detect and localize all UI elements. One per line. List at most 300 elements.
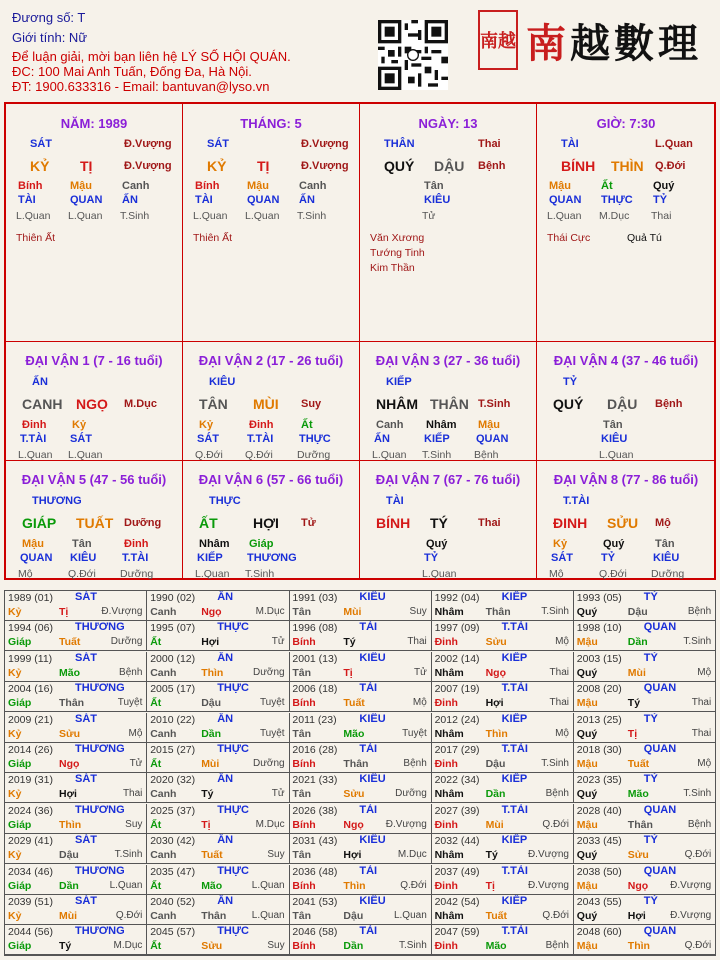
luck-branch: TUẤT bbox=[76, 515, 114, 531]
year-branch: Hợi bbox=[343, 849, 362, 862]
luck-stem: QUÝ bbox=[553, 396, 584, 412]
year-label: 2014 (26) bbox=[8, 744, 53, 756]
year-label: 2024 (36) bbox=[8, 804, 53, 817]
hidden-stem: Nhâm bbox=[426, 419, 457, 431]
luck-god: THỰC bbox=[209, 495, 241, 507]
year-stage: Đ.Vượng bbox=[101, 606, 143, 617]
year-god: QUAN bbox=[643, 925, 677, 938]
year-stem: Nhâm bbox=[434, 666, 464, 679]
luck-stem: ẤT bbox=[199, 515, 218, 531]
year-stage: Bệnh bbox=[119, 666, 143, 678]
year-branch: Dần bbox=[627, 636, 648, 649]
hidden-stem: Canh bbox=[299, 180, 327, 192]
earthly-branch: THÌN bbox=[611, 158, 644, 174]
year-cell bbox=[289, 652, 431, 682]
luck-title: ĐẠI VẬN 5 (47 - 56 tuổi) bbox=[21, 472, 167, 487]
year-cell bbox=[289, 743, 431, 773]
year-cell bbox=[574, 834, 716, 864]
hidden-stem: Giáp bbox=[249, 538, 274, 550]
brand-logo bbox=[526, 12, 702, 69]
year-stem: Bính bbox=[292, 940, 316, 953]
year-stage: Tuyệt bbox=[259, 727, 285, 739]
year-cell bbox=[289, 591, 431, 621]
luck-branch-state: Suy bbox=[301, 398, 322, 410]
luck-cell-7 bbox=[537, 461, 716, 580]
year-label: 2028 (40) bbox=[576, 804, 622, 817]
pillar-title: GIỜ: 7:30 bbox=[596, 116, 656, 131]
luck-branch-state: M.Dục bbox=[124, 398, 157, 410]
year-stem: Ất bbox=[150, 879, 162, 892]
year-god: THƯƠNG bbox=[75, 925, 125, 938]
year-stem: Bính bbox=[292, 879, 316, 892]
year-stem: Đinh bbox=[434, 818, 458, 831]
year-god: SÁT bbox=[75, 651, 97, 664]
hidden-stem: Canh bbox=[122, 180, 150, 192]
year-stem: Mậu bbox=[576, 818, 598, 831]
year-god: TÀI bbox=[359, 803, 378, 816]
life-stage: Q.Đới bbox=[245, 449, 273, 461]
hidden-stem: Quý bbox=[426, 538, 448, 550]
special-star-right: Quả Tú bbox=[627, 232, 662, 244]
year-god: T.TÀI bbox=[501, 621, 528, 634]
year-stem: Canh bbox=[150, 606, 177, 618]
luck-branch-state: Tử bbox=[301, 517, 316, 529]
year-cell bbox=[574, 621, 716, 651]
year-stage: L.Quan bbox=[393, 910, 427, 921]
year-label: 2033 (45) bbox=[576, 835, 622, 848]
year-cell bbox=[147, 621, 289, 651]
year-god: KIÊU bbox=[359, 895, 386, 907]
year-god: THỰC bbox=[217, 682, 249, 695]
year-branch: Tuất bbox=[627, 758, 650, 770]
gender: Giới tính: Nữ bbox=[12, 30, 88, 45]
year-god: ẤN bbox=[217, 591, 234, 603]
hidden-god: T.TÀI bbox=[20, 433, 47, 445]
year-stage: Đ.Vượng bbox=[385, 818, 427, 830]
year-god: THƯƠNG bbox=[75, 682, 125, 695]
year-label: 2031 (43) bbox=[292, 835, 338, 848]
hidden-stem: Bính bbox=[18, 180, 43, 192]
year-stem: Đinh bbox=[434, 636, 458, 649]
year-stem: Ất bbox=[150, 636, 162, 649]
luck-branch-state: Bệnh bbox=[655, 398, 683, 410]
year-branch: Dần bbox=[201, 727, 222, 740]
year-stem: Mậu bbox=[576, 940, 598, 953]
year-god: THỰC bbox=[217, 925, 249, 938]
heavenly-stem: BÍNH bbox=[561, 158, 596, 174]
year-label: 2045 (57) bbox=[150, 926, 196, 939]
pillar-god-state: L.Quan bbox=[655, 138, 693, 150]
year-cell bbox=[432, 895, 574, 925]
pillar-title: NGÀY: 13 bbox=[418, 116, 478, 131]
year-stem: Bính bbox=[292, 636, 316, 649]
year-branch: Mão bbox=[485, 940, 507, 953]
luck-god: ẤN bbox=[32, 376, 48, 388]
year-cell bbox=[574, 713, 716, 743]
year-stage: M.Dục bbox=[113, 940, 143, 952]
year-label: 2015 (27) bbox=[150, 744, 196, 756]
year-stem: Mậu bbox=[576, 879, 598, 892]
hidden-stem: Tân bbox=[424, 180, 444, 192]
luck-stem: ĐINH bbox=[553, 515, 588, 531]
year-stage: L.Quan bbox=[251, 910, 285, 921]
year-stage: Thai bbox=[691, 697, 712, 709]
year-stage: Q.Đới bbox=[684, 849, 712, 861]
year-label: 2037 (49) bbox=[434, 865, 480, 878]
year-branch: Mùi bbox=[485, 818, 504, 831]
year-branch: Dậu bbox=[201, 697, 222, 710]
year-stem: Đinh bbox=[434, 879, 458, 892]
year-stage: Dưỡng bbox=[110, 636, 143, 648]
life-stage: L.Quan bbox=[245, 210, 280, 222]
year-label: 2039 (51) bbox=[8, 896, 53, 908]
year-label: 2047 (59) bbox=[434, 926, 480, 939]
branch-state: Q.Đới bbox=[655, 160, 686, 172]
year-stage: T.Sinh bbox=[114, 849, 143, 861]
year-label: 2010 (22) bbox=[150, 713, 196, 726]
hidden-god: TÀI bbox=[195, 194, 213, 206]
heavenly-stem: KỶ bbox=[207, 158, 227, 174]
life-stage: Bệnh bbox=[474, 449, 499, 461]
year-branch: Sửu bbox=[59, 727, 81, 740]
year-stem: Tân bbox=[292, 849, 312, 862]
year-branch: Ngọ bbox=[627, 879, 649, 892]
special-star: Tướng Tinh bbox=[370, 247, 425, 259]
pillar-god-state: Thai bbox=[478, 138, 501, 150]
year-cell bbox=[289, 895, 431, 925]
luck-branch: DẬU bbox=[607, 396, 638, 412]
life-stage: Q.Đới bbox=[599, 568, 627, 580]
year-stage: Mộ bbox=[555, 727, 569, 739]
year-label: 2000 (12) bbox=[150, 652, 196, 665]
luck-title: ĐẠI VẬN 6 (57 - 66 tuổi) bbox=[198, 472, 344, 487]
special-star: Thái Cực bbox=[547, 232, 591, 244]
year-branch: Hợi bbox=[627, 910, 646, 922]
hidden-stem: Quý bbox=[653, 180, 675, 192]
year-label: 2011 (23) bbox=[292, 713, 337, 726]
year-cell bbox=[147, 652, 289, 682]
hidden-god: TỶ bbox=[424, 552, 439, 564]
subject-name: Đương số: T bbox=[12, 10, 86, 25]
year-cell bbox=[574, 682, 716, 712]
year-label: 1992 (04) bbox=[434, 592, 480, 604]
year-branch: Tị bbox=[627, 727, 638, 740]
year-stem: Quý bbox=[576, 666, 598, 679]
year-branch: Sửu bbox=[201, 940, 223, 953]
qr-code-icon[interactable] bbox=[378, 20, 448, 90]
year-stem: Đinh bbox=[434, 940, 458, 953]
year-branch: Thìn bbox=[201, 666, 224, 679]
year-god: SÁT bbox=[75, 895, 97, 907]
year-branch: Thìn bbox=[343, 879, 366, 892]
pillar-god: THÂN bbox=[384, 138, 415, 150]
year-cell bbox=[5, 773, 147, 803]
year-stage: Tuyệt bbox=[402, 727, 427, 739]
hidden-god: TÀI bbox=[18, 194, 36, 206]
year-god: QUAN bbox=[643, 743, 677, 755]
pillar-god: SÁT bbox=[30, 138, 52, 150]
year-stage: Bệnh bbox=[687, 606, 712, 617]
hidden-god: ẤN bbox=[299, 194, 315, 206]
year-cell bbox=[147, 682, 289, 712]
year-stem: Ất bbox=[150, 758, 162, 770]
year-label: 1998 (10) bbox=[576, 622, 622, 635]
year-cell bbox=[432, 713, 574, 743]
year-stem: Nhâm bbox=[434, 606, 464, 618]
year-label: 1994 (06) bbox=[8, 622, 53, 635]
year-label: 2002 (14) bbox=[434, 652, 480, 665]
year-stage: Dưỡng bbox=[252, 666, 285, 678]
year-label: 2008 (20) bbox=[576, 683, 622, 696]
year-cell bbox=[5, 682, 147, 712]
year-label: 2032 (44) bbox=[434, 835, 480, 848]
year-stage: T.Sinh bbox=[398, 940, 427, 952]
year-god: QUAN bbox=[643, 621, 677, 634]
year-branch: Hợi bbox=[59, 788, 77, 801]
luck-god: TỶ bbox=[563, 376, 578, 388]
year-stage: M.Dục bbox=[255, 818, 285, 830]
year-stem: Mậu bbox=[576, 758, 598, 770]
year-stage: M.Dục bbox=[397, 849, 427, 861]
year-god: TỶ bbox=[643, 834, 658, 847]
year-stage: Tử bbox=[129, 758, 143, 769]
year-god: TỶ bbox=[643, 651, 658, 664]
year-branch: Mùi bbox=[627, 666, 646, 679]
year-stem: Quý bbox=[576, 910, 598, 922]
year-stem: Tân bbox=[292, 727, 312, 740]
year-stage: Thai bbox=[122, 788, 143, 800]
hidden-god: QUAN bbox=[549, 194, 582, 206]
year-god: THƯƠNG bbox=[75, 621, 125, 634]
year-god: SÁT bbox=[75, 591, 97, 603]
special-star: Văn Xương bbox=[370, 232, 425, 244]
hidden-god: SÁT bbox=[70, 433, 92, 445]
year-god: ẤN bbox=[217, 773, 234, 786]
year-stem: Tân bbox=[292, 606, 312, 618]
year-stage: Tử bbox=[413, 666, 427, 678]
branch-state: Đ.Vượng bbox=[301, 160, 349, 172]
year-cell bbox=[432, 743, 574, 773]
year-cell bbox=[5, 713, 147, 743]
year-god: KIẾP bbox=[501, 651, 528, 664]
year-label: 2009 (21) bbox=[8, 713, 53, 726]
year-stage: Dưỡng bbox=[395, 788, 427, 800]
year-stem: Nhâm bbox=[434, 849, 464, 862]
luck-god: KIÊU bbox=[209, 376, 236, 388]
chart-grid bbox=[4, 102, 716, 580]
red-seal-logo: 南越 bbox=[478, 10, 518, 70]
year-god: TÀI bbox=[359, 682, 378, 695]
address-line: ĐC: 100 Mai Anh Tuấn, Đống Đa, Hà Nội. bbox=[12, 64, 252, 79]
year-cell bbox=[5, 621, 147, 651]
year-label: 2027 (39) bbox=[434, 804, 480, 817]
luck-title: ĐẠI VẬN 1 (7 - 16 tuổi) bbox=[25, 353, 163, 368]
year-branch: Dần bbox=[485, 788, 506, 801]
luck-branch-state: Mộ bbox=[655, 517, 671, 529]
hidden-stem: Mậu bbox=[478, 419, 500, 431]
year-stage: Mộ bbox=[555, 636, 569, 648]
year-cell bbox=[5, 834, 147, 864]
year-god: THỰC bbox=[217, 803, 249, 816]
year-god: ẤN bbox=[217, 895, 234, 907]
year-cell bbox=[574, 773, 716, 803]
year-branch: Sửu bbox=[343, 788, 365, 801]
year-stage: M.Dục bbox=[255, 606, 285, 617]
year-label: 2005 (17) bbox=[150, 683, 196, 696]
year-label: 2020 (32) bbox=[150, 774, 196, 787]
year-stage: Thai bbox=[691, 727, 712, 739]
special-star: Thiên Ất bbox=[16, 232, 56, 244]
year-label: 2023 (35) bbox=[576, 774, 622, 787]
year-stage: Suy bbox=[409, 606, 427, 617]
year-stem: Giáp bbox=[8, 940, 32, 953]
luck-cell-0 bbox=[6, 342, 183, 461]
year-cell bbox=[289, 621, 431, 651]
luck-branch: HỢI bbox=[253, 515, 279, 531]
year-stem: Đinh bbox=[434, 697, 458, 710]
year-god: KIẾP bbox=[501, 712, 528, 725]
life-stage: Q.Đới bbox=[195, 449, 223, 461]
year-branch: Tị bbox=[485, 879, 495, 892]
year-stem: Canh bbox=[150, 788, 177, 801]
luck-god: THƯƠNG bbox=[32, 495, 82, 507]
hidden-stem: Đinh bbox=[22, 419, 47, 431]
year-cell bbox=[289, 865, 431, 895]
year-label: 2040 (52) bbox=[150, 896, 196, 908]
year-stage: T.Sinh bbox=[683, 788, 712, 800]
logo-char-red: 南 bbox=[526, 20, 570, 67]
year-stem: Tân bbox=[292, 788, 312, 801]
year-god: T.TÀI bbox=[501, 803, 528, 816]
year-stem: Bính bbox=[292, 758, 316, 770]
year-stem: Tân bbox=[292, 666, 312, 679]
year-label: 2043 (55) bbox=[576, 896, 622, 908]
year-stage: T.Sinh bbox=[541, 606, 569, 617]
hidden-god: KIẾP bbox=[424, 433, 450, 445]
year-label: 2016 (28) bbox=[292, 744, 338, 756]
hidden-stem: Mậu bbox=[247, 180, 269, 192]
year-stage: Mộ bbox=[128, 727, 143, 739]
year-stage: Đ.Vượng bbox=[527, 879, 569, 891]
year-label: 2022 (34) bbox=[434, 774, 480, 787]
year-stage: Q.Đới bbox=[400, 879, 427, 891]
year-stage: Bệnh bbox=[687, 818, 712, 830]
year-label: 2038 (50) bbox=[576, 865, 622, 878]
year-branch: Thìn bbox=[485, 727, 508, 740]
year-stem: Kỷ bbox=[8, 849, 22, 862]
year-branch: Thân bbox=[485, 606, 511, 618]
year-branch: Mùi bbox=[201, 758, 220, 770]
life-stage: T.Sinh bbox=[120, 210, 150, 222]
year-stem: Canh bbox=[150, 849, 177, 862]
life-stage: Q.Đới bbox=[68, 568, 96, 580]
year-label: 2042 (54) bbox=[434, 896, 480, 908]
hidden-god: KIÊU bbox=[424, 194, 451, 206]
year-god: KIẾP bbox=[501, 773, 528, 786]
hidden-stem: Kỷ bbox=[72, 419, 87, 431]
year-god: ẤN bbox=[217, 651, 234, 664]
life-stage: L.Quan bbox=[68, 449, 103, 461]
year-cell bbox=[5, 895, 147, 925]
year-god: TÀI bbox=[359, 864, 378, 877]
year-label: 1996 (08) bbox=[292, 622, 338, 635]
year-god: T.TÀI bbox=[501, 864, 528, 877]
year-stem: Bính bbox=[292, 697, 316, 710]
year-stem: Giáp bbox=[8, 636, 32, 649]
year-branch: Tý bbox=[343, 636, 356, 649]
year-stage: Tuyệt bbox=[117, 697, 143, 709]
luck-stem: TÂN bbox=[199, 396, 228, 412]
earthly-branch: DẬU bbox=[434, 158, 465, 174]
life-stage: L.Quan bbox=[547, 210, 582, 222]
year-god: QUAN bbox=[643, 803, 677, 816]
luck-title: ĐẠI VẬN 4 (37 - 46 tuổi) bbox=[553, 353, 699, 368]
year-stem: Ất bbox=[150, 697, 162, 710]
year-god: KIÊU bbox=[359, 591, 386, 603]
life-stage: M.Dục bbox=[599, 210, 630, 222]
hidden-stem: Nhâm bbox=[199, 538, 230, 550]
year-stem: Quý bbox=[576, 788, 598, 801]
year-label: 2041 (53) bbox=[292, 896, 338, 908]
year-stage: Đ.Vượng bbox=[527, 849, 569, 861]
year-branch: Tý bbox=[485, 849, 498, 862]
hidden-god: KIÊU bbox=[653, 552, 680, 564]
luck-cell-2 bbox=[360, 342, 537, 461]
hidden-god: SÁT bbox=[197, 433, 219, 445]
year-god: T.TÀI bbox=[501, 743, 528, 755]
year-stem: Nhâm bbox=[434, 727, 464, 740]
year-stem: Canh bbox=[150, 910, 177, 922]
year-cell bbox=[147, 925, 289, 955]
life-stage: L.Quan bbox=[16, 210, 51, 222]
year-cell bbox=[574, 865, 716, 895]
year-cell bbox=[574, 591, 716, 621]
year-cell bbox=[147, 591, 289, 621]
year-cell bbox=[432, 834, 574, 864]
year-label: 1991 (03) bbox=[292, 592, 338, 604]
hidden-god: T.TÀI bbox=[247, 433, 274, 445]
year-god: ẤN bbox=[217, 712, 234, 725]
life-stage: T.Sinh bbox=[422, 449, 452, 461]
year-stage: Q.Đới bbox=[684, 940, 712, 952]
hidden-god: T.TÀI bbox=[122, 552, 149, 564]
hidden-god: KIẾP bbox=[197, 552, 223, 564]
luck-title: ĐẠI VẬN 8 (77 - 86 tuổi) bbox=[553, 472, 699, 487]
year-label: 2006 (18) bbox=[292, 683, 338, 696]
year-god: T.TÀI bbox=[501, 925, 528, 938]
year-label: 1990 (02) bbox=[150, 592, 196, 604]
year-stem: Mậu bbox=[576, 697, 598, 710]
year-stage: Dưỡng bbox=[252, 758, 285, 769]
heavenly-stem: QUÝ bbox=[384, 158, 415, 174]
year-stem: Giáp bbox=[8, 879, 32, 892]
year-god: KIẾP bbox=[501, 834, 528, 847]
hidden-stem: Tân bbox=[72, 538, 92, 550]
hidden-stem: Tân bbox=[655, 538, 675, 550]
year-stem: Ất bbox=[150, 818, 162, 831]
year-label: 2007 (19) bbox=[434, 683, 480, 696]
year-branch: Thân bbox=[343, 758, 369, 770]
year-branch: Tuất bbox=[201, 849, 223, 862]
year-label: 2017 (29) bbox=[434, 744, 480, 756]
year-stem: Kỷ bbox=[8, 788, 22, 801]
life-stage: L.Quan bbox=[422, 568, 457, 580]
life-stage: L.Quan bbox=[68, 210, 103, 222]
year-branch: Tị bbox=[59, 606, 69, 618]
year-stage: Tử bbox=[271, 788, 285, 800]
year-label: 1999 (11) bbox=[8, 652, 53, 665]
year-branch: Tị bbox=[201, 818, 211, 831]
